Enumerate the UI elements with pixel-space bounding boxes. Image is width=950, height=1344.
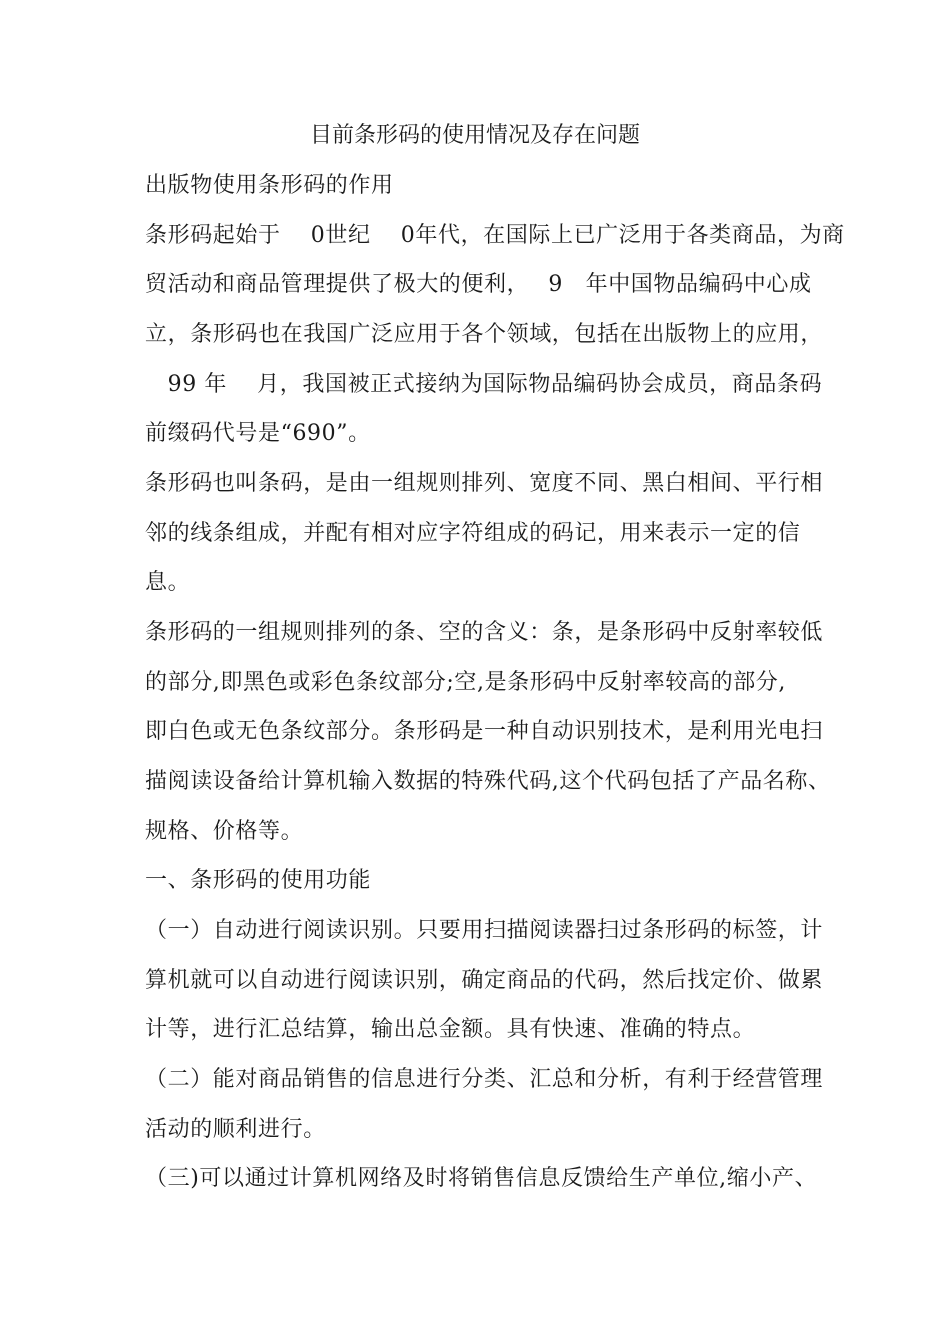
body-line: 条形码也叫条码，是由一组规则排列、宽度不同、黑白相间、平行相 [145,471,824,496]
body-line: 活动的顺利进行。 [145,1117,326,1142]
page-title: 目前条形码的使用情况及存在问题 [309,123,640,148]
body-line: 规格、价格等。 [145,819,304,844]
body-line: 99 年 月，我国被正式接纳为国际物品编码协会成员，商品条码 [145,372,823,397]
section-heading: 一、条形码的使用功能 [145,868,372,893]
body-line: 即白色或无色条纹部分。条形码是一种自动识别技术，是利用光电扫 [145,719,824,744]
body-line: 的部分,即黑色或彩色条纹部分;空,是条形码中反射率较高的部分, [145,670,786,695]
body-line: 息。 [145,570,191,595]
body-line: 条形码起始于 0世纪 0年代，在国际上已广泛用于各类商品，为商 [145,223,845,248]
section-heading: 出版物使用条形码的作用 [145,173,394,198]
body-line: 算机就可以自动进行阅读识别，确定商品的代码，然后找定价、做累 [145,968,824,993]
body-line: 立，条形码也在我国广泛应用于各个领域，包括在出版物上的应用， [145,322,824,347]
body-line: 贸活动和商品管理提供了极大的便利， 9 年中国物品编码中心成 [145,272,812,297]
body-line: （一）自动进行阅读识别。只要用扫描阅读器扫过条形码的标签，计 [145,918,824,943]
body-line: 邻的线条组成，并配有相对应字符组成的码记，用来表示一定的信 [145,521,801,546]
body-line: （三)可以通过计算机网络及时将销售信息反馈给生产单位,缩小产、 [145,1166,818,1191]
body-line: （二）能对商品销售的信息进行分类、汇总和分析，有利于经营管理 [145,1067,824,1092]
body-line: 前缀码代号是“690”。 [145,421,371,446]
body-line: 计等，进行汇总结算，输出总金额。具有快速、准确的特点。 [145,1017,756,1042]
body-line: 描阅读设备给计算机输入数据的特殊代码,这个代码包括了产品名称、 [145,769,831,794]
body-line: 条形码的一组规则排列的条、空的含义：条，是条形码中反射率较低 [145,620,824,645]
